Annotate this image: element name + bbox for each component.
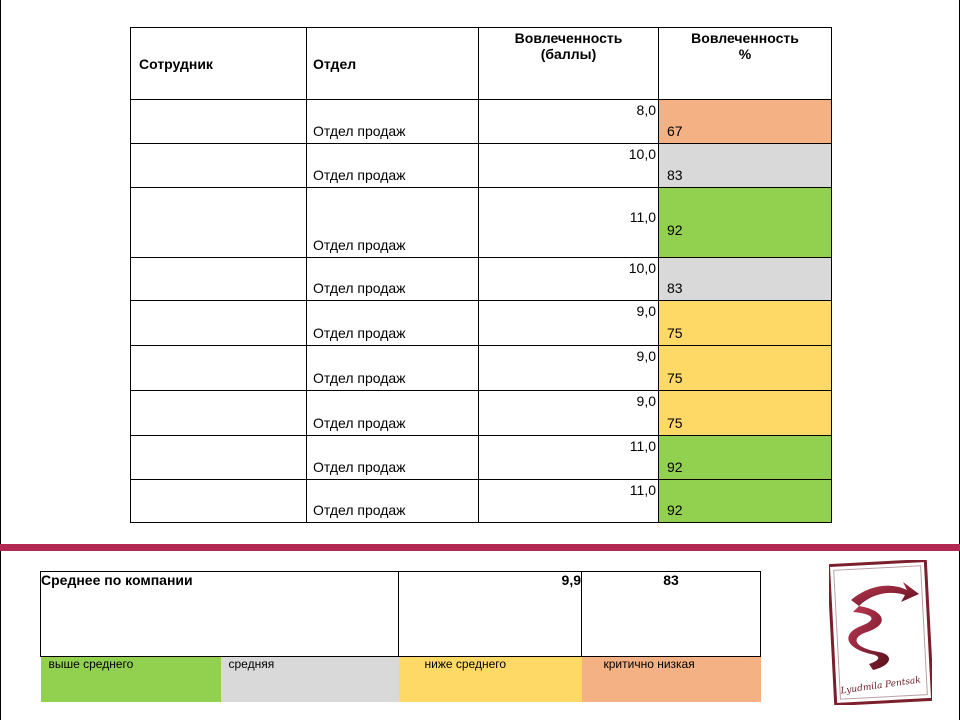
points-text: 11,0 <box>629 209 656 225</box>
ribbon-arrow-logo <box>829 560 932 705</box>
department-text: Отдел продаж <box>313 459 406 475</box>
percent-cell <box>659 436 832 480</box>
department-text: Отдел продаж <box>313 502 406 518</box>
percent-cell <box>659 301 832 346</box>
employee-cell <box>131 144 307 188</box>
points-cell <box>479 480 659 523</box>
employee-cell <box>131 258 307 301</box>
header-points <box>479 28 659 100</box>
percent-text: 83 <box>667 280 683 296</box>
percent-text: 92 <box>667 502 683 518</box>
legend-row <box>41 657 761 703</box>
table-header-row <box>131 28 832 100</box>
department-cell <box>307 144 479 188</box>
points-cell <box>479 391 659 436</box>
points-cell <box>479 301 659 346</box>
percent-text: 92 <box>667 459 683 475</box>
employee-cell <box>131 301 307 346</box>
logo-signature: Lyudmila Pentsak <box>840 675 922 697</box>
percent-text: 75 <box>667 415 683 431</box>
department-cell <box>307 391 479 436</box>
table-row <box>131 346 832 391</box>
department-text: Отдел продаж <box>313 237 406 253</box>
header-employee: Сотрудник <box>131 28 307 100</box>
department-cell <box>307 100 479 144</box>
department-cell <box>307 301 479 346</box>
department-cell <box>307 480 479 523</box>
section-divider <box>0 544 960 551</box>
department-cell <box>307 258 479 301</box>
department-text: Отдел продаж <box>313 123 406 139</box>
department-text: Отдел продаж <box>313 370 406 386</box>
header-points-line1: Вовлеченность <box>514 30 623 46</box>
points-text: 8,0 <box>636 102 656 118</box>
header-percent-line1: Вовлеченность <box>691 30 799 46</box>
table-row <box>131 301 832 346</box>
header-percent-line2: % <box>738 46 752 62</box>
employee-cell <box>131 188 307 258</box>
percent-cell <box>659 100 832 144</box>
department-text: Отдел продаж <box>313 280 406 296</box>
points-cell <box>479 100 659 144</box>
points-cell <box>479 144 659 188</box>
points-cell <box>479 188 659 258</box>
percent-text: 67 <box>667 123 683 139</box>
legend-above-average <box>41 657 221 703</box>
percent-cell <box>659 144 832 188</box>
legend-below-label: ниже среднего <box>424 657 507 671</box>
summary-label: Среднее по компании <box>41 572 399 657</box>
points-text: 10,0 <box>628 260 656 276</box>
points-cell <box>479 258 659 301</box>
points-text: 11,0 <box>629 482 656 498</box>
legend-below-average <box>399 657 582 703</box>
department-cell <box>307 436 479 480</box>
header-department: Отдел <box>307 28 479 100</box>
points-text: 9,0 <box>636 303 656 319</box>
employee-cell <box>131 391 307 436</box>
table-row <box>131 188 832 258</box>
points-text: 9,0 <box>636 348 656 364</box>
table-row <box>131 258 832 301</box>
percent-text: 92 <box>667 222 683 238</box>
percent-text: 83 <box>667 167 683 183</box>
employee-cell <box>131 480 307 523</box>
legend-average <box>221 657 399 703</box>
employee-cell <box>131 100 307 144</box>
table-row <box>131 100 832 144</box>
percent-cell <box>659 346 832 391</box>
department-cell <box>307 346 479 391</box>
percent-text: 75 <box>667 325 683 341</box>
table-row <box>131 144 832 188</box>
summary-percent: 83 <box>582 572 761 657</box>
legend-above-label: выше среднего <box>48 657 134 671</box>
company-summary-table <box>40 571 761 702</box>
table-row <box>131 436 832 480</box>
table-row <box>131 391 832 436</box>
employee-cell <box>131 346 307 391</box>
summary-points: 9,9 <box>399 572 582 657</box>
summary-row <box>41 572 761 657</box>
percent-cell <box>659 258 832 301</box>
percent-cell <box>659 188 832 258</box>
legend-critical-low <box>582 657 761 703</box>
points-text: 11,0 <box>629 438 656 454</box>
points-cell <box>479 436 659 480</box>
percent-cell <box>659 391 832 436</box>
department-text: Отдел продаж <box>313 167 406 183</box>
department-text: Отдел продаж <box>313 415 406 431</box>
legend-average-label: средняя <box>228 657 275 671</box>
table-row <box>131 480 832 523</box>
legend-critical-label: критично низкая <box>603 657 695 671</box>
department-cell <box>307 188 479 258</box>
points-text: 9,0 <box>636 393 656 409</box>
points-text: 10,0 <box>628 146 656 162</box>
percent-text: 75 <box>667 370 683 386</box>
header-percent <box>659 28 832 100</box>
header-points-line2: (баллы) <box>540 46 597 62</box>
department-text: Отдел продаж <box>313 325 406 341</box>
page-left-border <box>0 0 1 720</box>
engagement-table <box>130 27 832 523</box>
employee-cell <box>131 436 307 480</box>
points-cell <box>479 346 659 391</box>
percent-cell <box>659 480 832 523</box>
